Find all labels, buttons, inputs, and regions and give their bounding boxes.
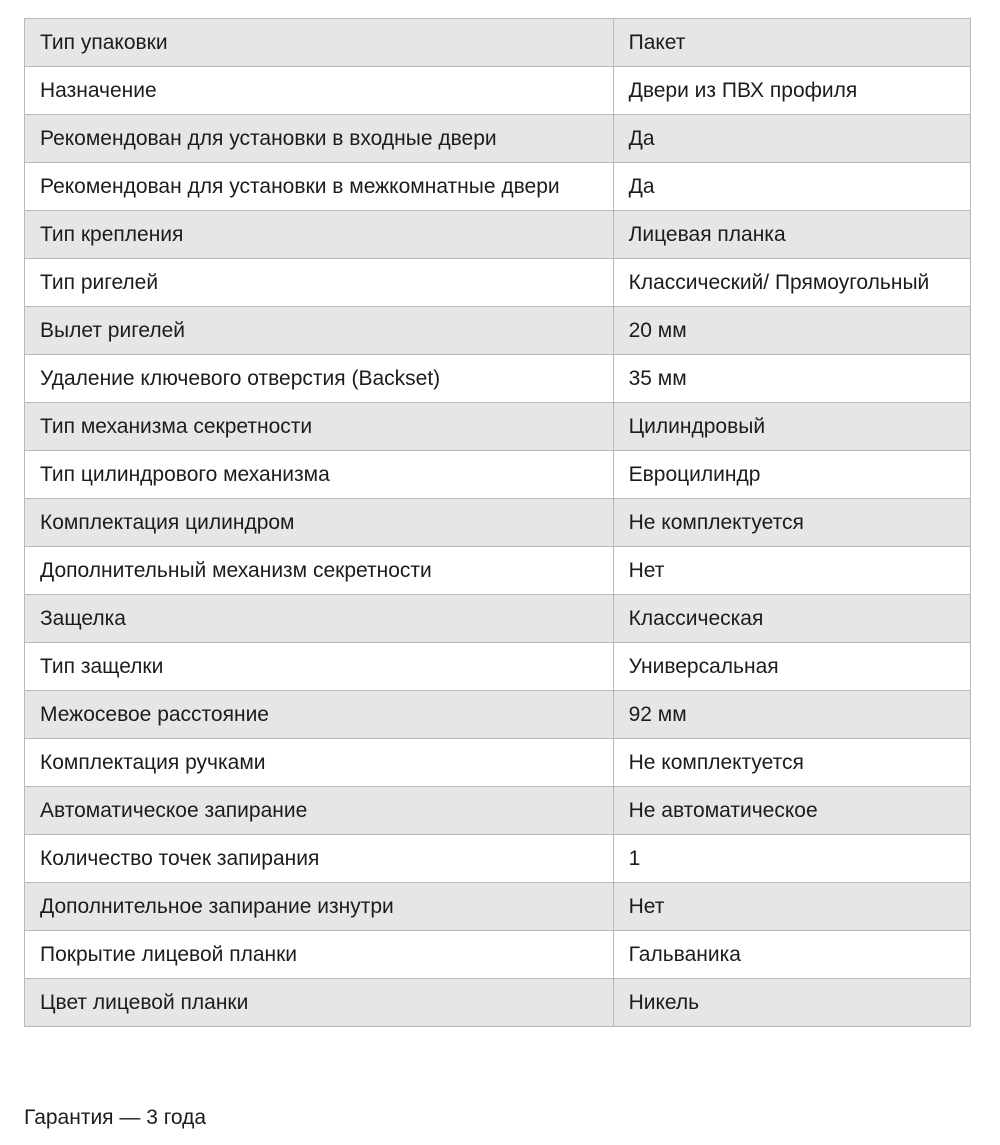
spec-param: Автоматическое запирание: [25, 787, 614, 835]
spec-param: Цвет лицевой планки: [25, 979, 614, 1027]
table-row: [25, 163, 971, 211]
spec-param: Рекомендован для установки в входные двери: [25, 115, 614, 163]
table-row: [25, 355, 971, 403]
spec-value: Не автоматическое: [613, 787, 970, 835]
spec-param: Рекомендован для установки в межкомнатные двери: [25, 163, 614, 211]
spec-param: Защелка: [25, 595, 614, 643]
table-row: [25, 307, 971, 355]
spec-param: Покрытие лицевой планки: [25, 931, 614, 979]
warranty-text: Гарантия — 3 года: [24, 1106, 207, 1129]
table-row: [25, 499, 971, 547]
table-row: [25, 403, 971, 451]
table-row: [25, 67, 971, 115]
table-row: [25, 451, 971, 499]
spec-value: Да: [613, 163, 970, 211]
spec-value: Не комплектуется: [613, 499, 970, 547]
spec-value: Классический/ Прямоугольный: [613, 259, 970, 307]
table-row: [25, 547, 971, 595]
spec-value: Классическая: [613, 595, 970, 643]
spec-value: Да: [613, 115, 970, 163]
spec-value: Никель: [613, 979, 970, 1027]
table-row: [25, 115, 971, 163]
table-row: [25, 739, 971, 787]
table-row: [25, 211, 971, 259]
spec-value: 92 мм: [613, 691, 970, 739]
spec-value: Нет: [613, 547, 970, 595]
spec-value: Нет: [613, 883, 970, 931]
spec-param: Тип упаковки: [25, 19, 614, 67]
spec-param: Комплектация цилиндром: [25, 499, 614, 547]
table-row: [25, 259, 971, 307]
spec-value: Евроцилиндр: [613, 451, 970, 499]
spec-value: 1: [613, 835, 970, 883]
table-row: [25, 883, 971, 931]
spec-value: Двери из ПВХ профиля: [613, 67, 970, 115]
spec-param: Количество точек запирания: [25, 835, 614, 883]
table-row: [25, 931, 971, 979]
spec-param: Дополнительное запирание изнутри: [25, 883, 614, 931]
spec-value: 20 мм: [613, 307, 970, 355]
spec-param: Тип механизма секретности: [25, 403, 614, 451]
table-row: [25, 595, 971, 643]
spec-param: Комплектация ручками: [25, 739, 614, 787]
table-row: [25, 19, 971, 67]
table-row: [25, 835, 971, 883]
spec-param: Тип защелки: [25, 643, 614, 691]
table-row: [25, 787, 971, 835]
spec-value: Цилиндровый: [613, 403, 970, 451]
table-row: [25, 643, 971, 691]
spec-param: Тип крепления: [25, 211, 614, 259]
spec-value: 35 мм: [613, 355, 970, 403]
spec-param: Межосевое расстояние: [25, 691, 614, 739]
spec-param: Удаление ключевого отверстия (Backset): [25, 355, 614, 403]
spec-value: Пакет: [613, 19, 970, 67]
spec-param: Назначение: [25, 67, 614, 115]
spec-param: Дополнительный механизм секретности: [25, 547, 614, 595]
spec-value: Универсальная: [613, 643, 970, 691]
table-row: [25, 691, 971, 739]
spec-param: Тип цилиндрового механизма: [25, 451, 614, 499]
spec-value: Гальваника: [613, 931, 970, 979]
table-row: [25, 979, 971, 1027]
spec-table: [24, 18, 971, 1027]
spec-value: Лицевая планка: [613, 211, 970, 259]
spec-param: Вылет ригелей: [25, 307, 614, 355]
spec-value: Не комплектуется: [613, 739, 970, 787]
spec-param: Тип ригелей: [25, 259, 614, 307]
